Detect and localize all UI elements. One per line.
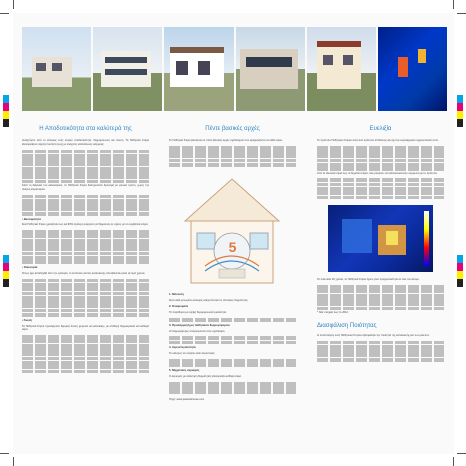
principle-text: Τα παράθυρα με υψηλή θερμομονωτική ικανότητα. [169,311,227,315]
left-section-text: Τα Παθητικά Κτίρια προσφέρουν θερμική άνεση χειμώνα και καλοκαίρι, με σταθερή θερμοκρασία και καθαρό αέρα. [22,324,149,332]
crop-mark [0,453,9,454]
crop-mark [13,0,14,9]
left-section-text: Ένα Παθητικό Κτίριο χρειάζεται έως και 90% λιγότερη ενέργεια για θέρμανση σε σχέση με τα συμβατικά κτίρια. [22,223,149,227]
brochure-sheet [13,13,454,454]
thermal-image [328,205,433,272]
thermal-caption: Τα τελευταία 20 χρόνια, τα Παθητικά Κτίρια έχουν γίνει πραγματικότητα σε όλο τον κόσμο. [317,278,420,282]
principle-heading: 5. Μηχανικός αερισμός [169,368,200,373]
middle-title: Πέντε βασικές αρχές [205,126,260,132]
principle-text: Οι θερμογέφυρες αποφεύγονται στον σχεδιασμό. [169,329,226,333]
principle-text: Ένα καλά μονωμένο κέλυφος ελαχιστοποιεί τις απώλειες θερμότητας. [169,298,249,302]
quality-text: Η πιστοποίηση ενός Παθητικού Κτιρίου εξασφαλίζει την ποιότητα της κατασκευής και των μελετών. [317,333,430,337]
quality-title: Διασφάλιση Ποιότητας [317,322,377,329]
left-section-heading: • Άνεση [22,317,33,322]
crop-mark [453,0,454,9]
photo-thermal [378,27,447,111]
photo-house-1 [22,27,91,111]
principle-heading: 4. Αεροστεγανότητα [169,345,196,350]
crop-mark [13,457,14,466]
left-section-heading: • Οικονομία [22,265,38,270]
photo-house-4 [236,27,305,111]
passive-house-diagram [175,171,290,289]
source-link[interactable]: Πηγή: www.passivehouse.com [169,398,205,402]
principle-heading: 1. Μόνωση [169,291,184,296]
principle-text: Το κέλυφος του κτιρίου είναι αεροστεγές. [169,352,216,356]
crop-mark [457,453,466,454]
crop-mark [457,13,466,14]
principle-heading: 2. Κουφώματα [169,304,189,309]
left-paragraph: Κατά τη διάρκεια του καλοκαιριού, τα Παθητικά Κτίρια διατηρούνται δροσερά με φυσικό τρόπο, χωρίς την ανάγκη κλιματισμού. [22,183,149,191]
right-paragraph: Από τα ιδιωτικά κτίρια έως τα δημόσια κτίρια, όλα μπορούν να κατασκευαστούν σύμφωνα με το πρότυπο. [317,171,438,175]
crop-mark [0,13,9,14]
crop-mark [453,457,454,466]
footnote: * Νέα στοιχεία έως το 2012 [317,310,348,314]
principle-heading: 3. Προσαρμογή μη παθητικών θερμογεφυρών [169,322,230,327]
diagram-number: 5 [228,238,237,255]
column-right [317,126,444,362]
photo-house-5 [307,27,376,111]
photo-house-2 [93,27,162,111]
left-paragraph: Αναζητήστε από το κέλυφος ενός κτιρίου αποδοτικότητα, θερμομόνωση και άνεση. Τα Παθητικά Κτίρια εξασφαλίζουν υψηλή ποιότητα ζωής με ελάχιστη κατανάλωση ενέργειας. [22,139,149,146]
left-section-text: Όπως έχει αποδειχθεί από την εμπειρία, το επιπλέον κόστος κατασκευής αποσβένεται μέσα σε λίγα χρόνια. [22,271,146,275]
principle-text: Ο αερισμός με ανάκτηση θερμότητας εξασφαλίζει καθαρό αέρα. [169,374,242,378]
middle-paragraph: Το Παθητικό Κτίριο βασίζεται σε πέντε βασικές αρχές σχεδιασμού που εφαρμόζονται σε κάθε κτίριο. [169,139,283,142]
column-left [22,126,149,374]
right-title: Ευελιξία [369,126,392,132]
photo-house-3 [164,27,233,111]
column-middle [169,126,296,405]
house-illustration [175,171,290,289]
photo-strip [22,27,447,111]
left-section-heading: • Βιωσιμότητα [22,216,41,221]
left-title: Η Αποδοτικότητα στα καλύτερά της [39,126,132,132]
right-paragraph: Το πρότυπο Παθητικού Κτιρίου είναι ένα πρότυπο απόδοσης και όχι ένα συγκεκριμένο αρχιτεκτονικό στυλ. [317,139,439,142]
